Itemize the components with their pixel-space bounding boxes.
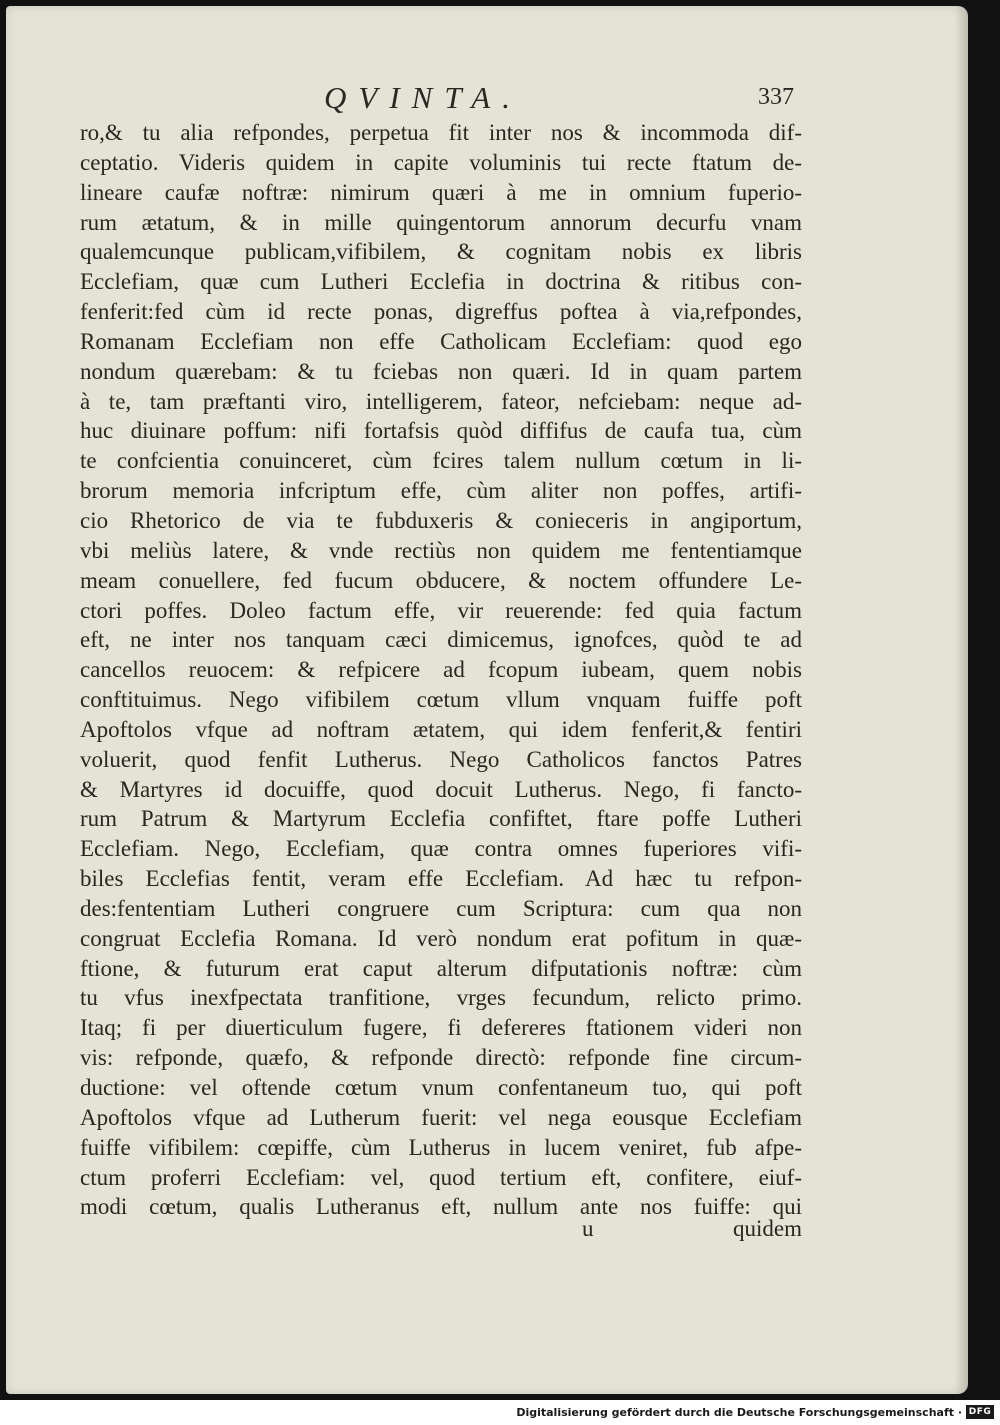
credit-text: Digitalisierung gefördert durch die Deutsche Forschungsgemeinschaft · (516, 1406, 962, 1419)
text-line: lineare caufæ noftræ: nimirum quæri à me in omnium fuperio- (80, 179, 802, 205)
text-line: fuiffe vifibilem: cœpiffe, cùm Lutherus in lucem veniret, fub afpe- (80, 1134, 802, 1160)
text-line: Apoftolos vfque ad noftram ætatem, qui idem fenferit,& fentiri (80, 716, 802, 742)
text-line: vbi meliùs latere, & vnde rectiùs non quidem me fententiamque (80, 537, 802, 563)
running-title: QVINTA. (324, 80, 522, 115)
text-line: eft, ne inter nos tanquam cæci dimicemus, ignofces, quòd te ad (80, 627, 802, 653)
text-line: rum ætatum, & in mille quingentorum annorum decurfu vnam (80, 209, 802, 235)
text-line: tu vfus inexfpectata tranfitione, vrges fecundum, relicto primo. (80, 985, 802, 1011)
text-line: à te, tam præftanti viro, intelligerem, fateor, nefciebam: neque ad- (80, 388, 802, 414)
text-line: des:fententiam Lutheri congruere cum Scriptura: cum qua non (80, 895, 802, 921)
text-line: meam conuellere, fed fucum obducere, & noctem offundere Le- (80, 567, 802, 593)
text-line: cancellos reuocem: & refpicere ad fcopum iubeam, quem nobis (80, 657, 802, 683)
text-line: Ecclefiam, quæ cum Lutheri Ecclefia in doctrina & ritibus con- (80, 269, 802, 295)
text-line: ftione, & futurum erat caput alterum difputationis noftræ: cùm (80, 955, 802, 981)
text-line: ductione: vel oftende cœtum vnum confentaneum tuo, qui poft (80, 1075, 802, 1100)
text-line: voluerit, quod fenfit Lutherus. Nego Catholicos fanctos Patres (80, 746, 802, 772)
page-number: 337 (758, 84, 794, 110)
text-line: Apoftolos vfque ad Lutherum fuerit: vel nega eousque Ecclefiam (80, 1104, 802, 1130)
text-line: te confcientia conuinceret, cùm fcires talem nullum cœtum in li- (80, 448, 802, 474)
text-line: modi cœtum, qualis Lutheranus eft, nullum ante nos fuiffe: qui (80, 1194, 802, 1220)
catchword: quidem (733, 1216, 802, 1241)
body-text (80, 118, 802, 1222)
page-footer (80, 1216, 802, 1246)
text-line: brorum memoria infcriptum effe, cùm aliter non poffes, artifi- (80, 478, 802, 504)
text-line: qualemcunque publicam,vifibilem, & cognitam nobis ex libris (80, 239, 802, 265)
text-line: Itaq; fi per diuerticulum fugere, fi defereres ftationem videri non (80, 1015, 802, 1041)
dfg-logo-icon: DFG (966, 1405, 994, 1419)
text-line: & Martyres id docuiffe, quod docuit Lutherus. Nego, fi fancto- (80, 776, 802, 802)
text-line: congruat Ecclefia Romana. Id verò nondum erat pofitum in quæ- (80, 925, 802, 951)
running-head (6, 80, 968, 120)
text-line: nondum quærebam: & tu fciebas non quæri. Id in quam partem (80, 358, 802, 384)
text-line: conftituimus. Nego vifibilem cœtum vllum vnquam fuiffe poft (80, 687, 802, 713)
text-line: ro,& tu alia refpondes, perpetua fit inter nos & incommoda dif- (80, 120, 802, 145)
text-line: huc diuinare poffum: nifi fortafsis quòd diffifus de caufa tua, cùm (80, 418, 802, 444)
text-line: vis: refponde, quæfo, & refponde directò: refponde fine circum- (80, 1045, 802, 1071)
text-line: fenferit:fed cùm id recte ponas, digreffus poftea à via,refpondes, (80, 299, 802, 325)
text-line: Romanam Ecclefiam non effe Catholicam Ecclefiam: quod ego (80, 328, 802, 354)
text-line: biles Ecclefias fentit, veram effe Ecclefiam. Ad hæc tu refpon- (80, 866, 802, 892)
text-line: Ecclefiam. Nego, Ecclefiam, quæ contra omnes fuperiores vifi- (80, 836, 802, 862)
text-line: ctori poffes. Doleo factum effe, vir reuerende: fed quia factum (80, 597, 802, 623)
text-line: ctum proferri Ecclefiam: vel, quod tertium eft, confitere, eiuf- (80, 1164, 802, 1190)
text-line: ceptatio. Videris quidem in capite voluminis tui recte ftatum de- (80, 149, 802, 175)
digitization-credit-bar (0, 1400, 1000, 1425)
text-line: rum Patrum & Martyrum Ecclefia confiftet, ftare poffe Lutheri (80, 806, 802, 832)
signature-mark: u (582, 1216, 594, 1241)
text-line: cio Rhetorico de via te fubduxeris & conieceris in angiportum, (80, 507, 802, 533)
